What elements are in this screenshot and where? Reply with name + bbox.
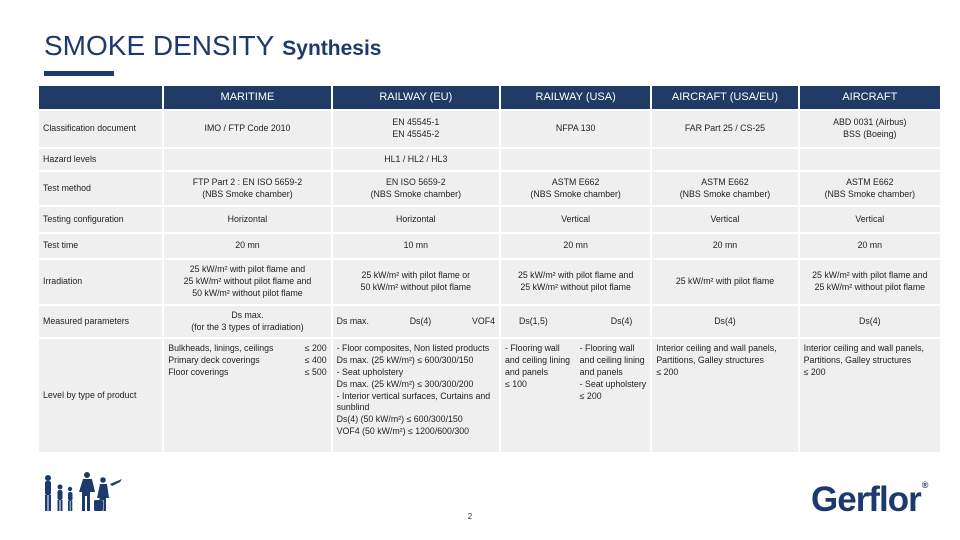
col-header-railway-eu: RAILWAY (EU) <box>333 86 499 109</box>
col-header-aircraft: AIRCRAFT <box>800 86 940 109</box>
level-railway-usa-a: - Flooring wall and ceiling lining and panels ≤ 100 <box>504 343 571 389</box>
level-line: Floor coverings ≤ 500 <box>168 366 327 377</box>
cell-hazard-aircraft <box>800 149 940 170</box>
col-header-aircraft-useu: AIRCRAFT (USA/EU) <box>652 86 797 109</box>
cell-measured-maritime: Ds max. (for the 3 types of irradiation) <box>164 306 330 337</box>
cell-config-railway-eu: Horizontal <box>333 207 499 232</box>
title-underline <box>44 71 114 76</box>
cell-measured-aircraft: Ds(4) <box>800 306 940 337</box>
cell-irr-maritime: 25 kW/m² with pilot flame and 25 kW/m² without pilot flame and 50 kW/m² without pilot flame <box>164 260 330 304</box>
row-label-time: Test time <box>39 234 162 258</box>
cell-time-aircraft-useu: 20 mn <box>652 234 797 258</box>
header-row <box>39 86 940 109</box>
level-line: Primary deck coverings ≤ 400 <box>168 354 327 365</box>
cell-classification-railway-usa: NFPA 130 <box>501 111 650 147</box>
gerflor-logo: Gerflor® <box>811 480 928 519</box>
row-test-method <box>39 172 940 205</box>
cell-measured-aircraft-useu: Ds(4) <box>652 306 797 337</box>
title-sub: Synthesis <box>282 37 382 60</box>
cell-hazard-aircraft-useu <box>652 149 797 170</box>
page-number: 2 <box>467 512 473 521</box>
cell-irr-aircraft: 25 kW/m² with pilot flame and 25 kW/m² without pilot flame <box>800 260 940 304</box>
level-line: Bulkheads, linings, ceilings ≤ 200 <box>168 343 327 353</box>
param-ds-max: Ds max. <box>336 315 369 326</box>
row-time <box>39 234 940 258</box>
row-classification <box>39 111 940 147</box>
row-level <box>39 339 940 452</box>
cell-hazard-maritime <box>164 149 330 170</box>
cell-method-railway-eu: EN ISO 5659-2 (NBS Smoke chamber) <box>333 172 499 205</box>
cell-time-aircraft: 20 mn <box>800 234 940 258</box>
cell-classification-maritime: IMO / FTP Code 2010 <box>164 111 330 147</box>
header-corner <box>39 86 162 109</box>
cell-method-railway-usa: ASTM E662 (NBS Smoke chamber) <box>501 172 650 205</box>
cell-classification-aircraft: ABD 0031 (Airbus) BSS (Boeing) <box>800 111 940 147</box>
cell-method-maritime: FTP Part 2 : EN ISO 5659-2 (NBS Smoke chamber) <box>164 172 330 205</box>
row-label-level: Level by type of product <box>39 339 162 452</box>
row-label-test-method: Test method <box>39 172 162 205</box>
cell-irr-railway-eu: 25 kW/m² with pilot flame or 50 kW/m² without pilot flame <box>333 260 499 304</box>
param-ds4: Ds(4) <box>409 315 432 326</box>
row-hazard <box>39 149 940 170</box>
col-header-maritime: MARITIME <box>164 86 330 109</box>
cell-config-maritime: Horizontal <box>164 207 330 232</box>
level-railway-usa-b: - Flooring wall and ceiling lining and panels - Seat upholstery ≤ 200 <box>579 343 647 401</box>
row-measured <box>39 306 940 337</box>
row-label-irradiation: Irradiation <box>39 260 162 304</box>
row-config <box>39 207 940 232</box>
row-label-classification: Classification document <box>39 111 162 147</box>
row-irradiation <box>39 260 940 304</box>
col-header-railway-usa: RAILWAY (USA) <box>501 86 650 109</box>
cell-config-railway-usa: Vertical <box>501 207 650 232</box>
row-label-hazard: Hazard levels <box>39 149 162 170</box>
cell-hazard-railway-eu: HL1 / HL2 / HL3 <box>333 149 499 170</box>
cell-measured-railway-eu <box>333 306 499 337</box>
cell-hazard-railway-usa <box>501 149 650 170</box>
cell-method-aircraft: ASTM E662 (NBS Smoke chamber) <box>800 172 940 205</box>
cell-irr-railway-usa: 25 kW/m² with pilot flame and 25 kW/m² without pilot flame <box>501 260 650 304</box>
cell-classification-aircraft-useu: FAR Part 25 / CS-25 <box>652 111 797 147</box>
cell-level-maritime <box>164 339 330 452</box>
row-label-config: Testing configuration <box>39 207 162 232</box>
cell-time-railway-usa: 20 mn <box>501 234 650 258</box>
param-ds15: Ds(1,5) <box>518 315 548 326</box>
param-vof4: VOF4 <box>472 315 495 326</box>
cell-measured-railway-usa <box>501 306 650 337</box>
page-title <box>44 30 381 62</box>
cell-level-railway-eu: - Floor composites, Non listed products Ds max. (25 kW/m²) ≤ 600/300/150 - Seat upholstery Ds max. (25 kW/m²) ≤ 300/300/200 - Interior vertical surfaces, Curtains and sunblind Ds(4) (50 kW/m²) ≤ 600/300/150 VOF4 (50 kW/m²) ≤ 1200/600/300 <box>333 339 499 452</box>
row-label-measured: Measured parameters <box>39 306 162 337</box>
cell-time-maritime: 20 mn <box>164 234 330 258</box>
cell-method-aircraft-useu: ASTM E662 (NBS Smoke chamber) <box>652 172 797 205</box>
title-main: SMOKE DENSITY <box>44 30 275 61</box>
cell-level-aircraft-useu: Interior ceiling and wall panels, Partitions, Galley structures ≤ 200 <box>652 339 797 452</box>
param-ds4-usa: Ds(4) <box>610 315 633 326</box>
cell-classification-railway-eu: EN 45545-1 EN 45545-2 <box>333 111 499 147</box>
cell-config-aircraft: Vertical <box>800 207 940 232</box>
smoke-density-table <box>37 84 942 454</box>
cell-level-aircraft: Interior ceiling and wall panels, Partitions, Galley structures ≤ 200 <box>800 339 940 452</box>
cell-time-railway-eu: 10 mn <box>333 234 499 258</box>
cell-level-railway-usa <box>501 339 650 452</box>
cell-irr-aircraft-useu: 25 kW/m² with pilot flame <box>652 260 797 304</box>
cell-config-aircraft-useu: Vertical <box>652 207 797 232</box>
